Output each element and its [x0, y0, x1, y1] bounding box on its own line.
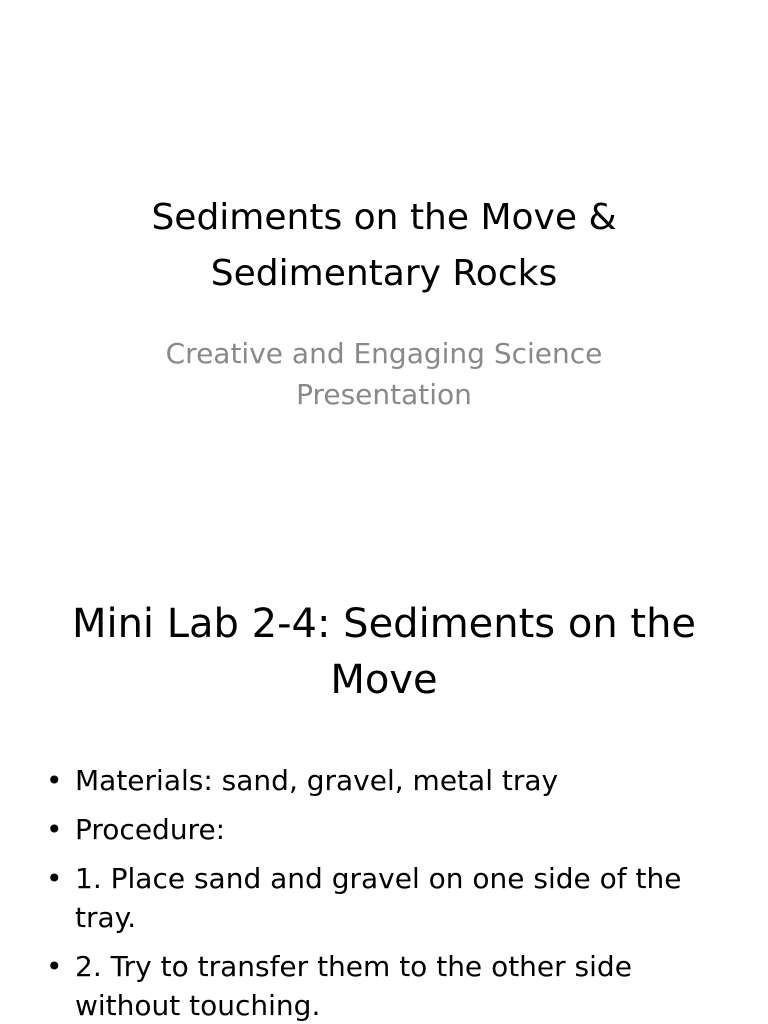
slide-1-title-line-2: Sedimentary Rocks: [210, 253, 558, 294]
bullet-text: Materials: sand, gravel, metal tray: [75, 764, 559, 797]
slide-1-subtitle-line-1: Creative and Engaging Science: [165, 337, 603, 370]
slide-2: [0, 576, 768, 1024]
bullet-item: [38, 761, 708, 800]
bullet-text: Procedure:: [75, 813, 226, 846]
slide-2-title: [40, 596, 728, 708]
bullet-dot: •: [46, 764, 63, 797]
slide-2-title-line-2: Move: [330, 657, 438, 703]
bullet-item: [38, 947, 708, 1024]
bullet-dot: •: [46, 950, 63, 983]
slide-1-title: [60, 190, 708, 302]
slide-2-bullet-list: [38, 761, 708, 1024]
bullet-item: [38, 859, 708, 937]
slide-1-subtitle-line-2: Presentation: [296, 378, 472, 411]
bullet-dot: •: [46, 862, 63, 895]
slide-2-title-line-1: Mini Lab 2-4: Sediments on the: [71, 601, 697, 647]
bullet-dot: •: [46, 813, 63, 846]
bullet-text: 1. Place sand and gravel on one side of the tray.: [75, 862, 682, 934]
bullet-item: [38, 810, 708, 849]
slide-1-subtitle: [110, 333, 658, 415]
slide-1-title-line-1: Sediments on the Move &: [151, 197, 617, 238]
bullet-text: 2. Try to transfer them to the other side without touching.: [75, 950, 632, 1022]
